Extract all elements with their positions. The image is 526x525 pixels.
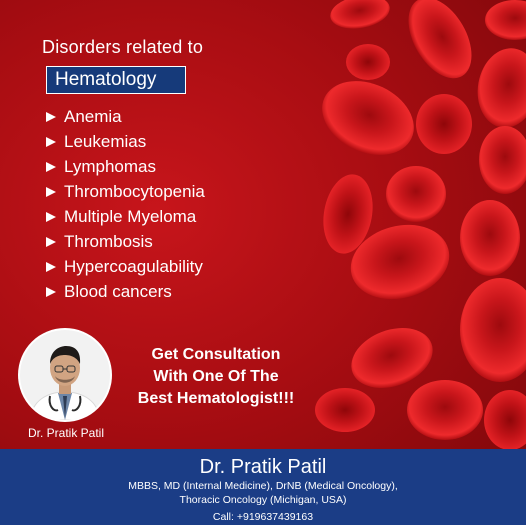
blood-cell-group [310, 0, 526, 450]
arrow-right-icon [46, 187, 56, 197]
disorder-label: Hypercoagulability [64, 257, 203, 276]
arrow-right-icon [46, 237, 56, 247]
doctor-photo [20, 330, 110, 420]
disorder-label: Thrombocytopenia [64, 182, 205, 201]
hematology-tag: Hematology [46, 66, 186, 94]
disorder-label: Leukemias [64, 132, 147, 151]
consultation-callout [118, 344, 314, 410]
qualifications-line: MBBS, MD (Internal Medicine), DrNB (Medical Oncology), [128, 480, 398, 492]
list-item [46, 279, 205, 304]
footer-banner [0, 449, 526, 525]
doctor-name: Dr. Pratik Patil [199, 456, 327, 478]
list-item [46, 129, 205, 154]
list-item [46, 179, 205, 204]
list-item [46, 229, 205, 254]
disorder-label: Thrombosis [64, 232, 153, 251]
disorders-list [46, 104, 205, 304]
list-item [46, 254, 205, 279]
cta-line: With One Of The [153, 368, 279, 385]
arrow-right-icon [46, 137, 56, 147]
list-item [46, 154, 205, 179]
arrow-right-icon [46, 262, 56, 272]
arrow-right-icon [46, 212, 56, 222]
arrow-right-icon [46, 112, 56, 122]
doctor-portrait-icon [20, 330, 110, 420]
headline: Disorders related to [42, 37, 204, 57]
cta-line: Best Hematologist!!! [137, 390, 295, 407]
qualifications-line: Thoracic Oncology (Michigan, USA) [179, 494, 347, 506]
arrow-right-icon [46, 162, 56, 172]
disorder-label: Lymphomas [64, 157, 156, 176]
list-item [46, 204, 205, 229]
disorder-label: Anemia [64, 107, 122, 126]
cta-line: Get Consultation [151, 346, 281, 363]
disorder-label: Blood cancers [64, 282, 172, 301]
list-item [46, 104, 205, 129]
disorder-label: Multiple Myeloma [64, 207, 197, 226]
contact-phone: Call: +919637439163 [212, 511, 314, 523]
doctor-photo-caption: Dr. Pratik Patil [27, 426, 105, 440]
arrow-right-icon [46, 287, 56, 297]
